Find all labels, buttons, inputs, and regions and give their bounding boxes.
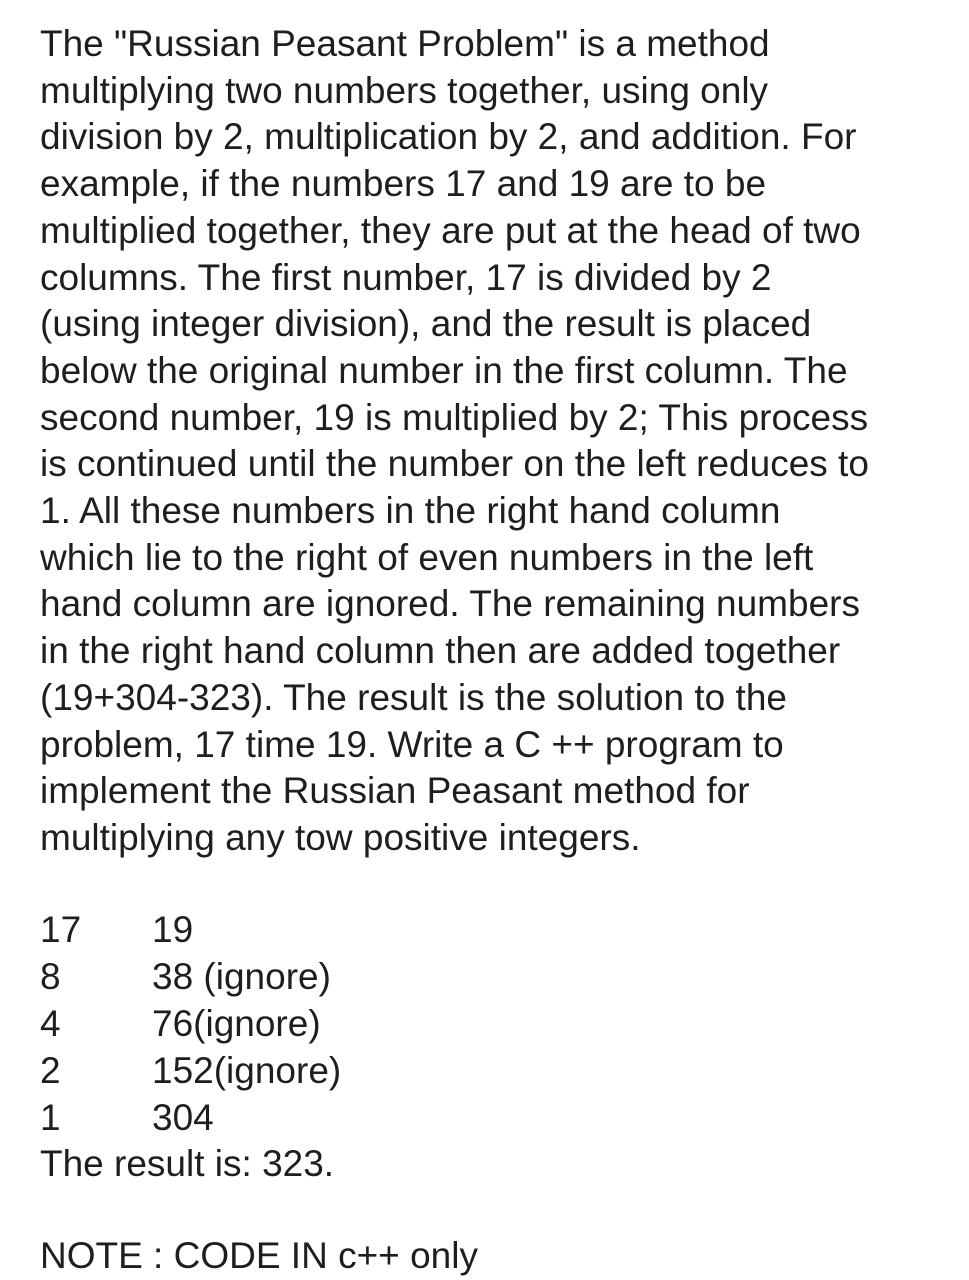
table-row bbox=[40, 1000, 640, 1047]
problem-line: multiplying any tow positive integers. bbox=[40, 816, 641, 858]
left-column-value: 2 bbox=[40, 1050, 61, 1091]
problem-line: multiplying two numbers together, using only bbox=[40, 69, 769, 111]
problem-line: hand column are ignored. The remaining numbers bbox=[40, 583, 860, 625]
problem-line: in the right hand column then are added together bbox=[40, 630, 841, 672]
table-row bbox=[40, 1094, 640, 1141]
table-row bbox=[40, 953, 640, 1000]
problem-line: is continued until the number on the left reduces to bbox=[40, 443, 869, 485]
table-row bbox=[40, 1047, 640, 1094]
left-column-value: 8 bbox=[40, 956, 61, 997]
right-column-value: 19 bbox=[152, 909, 194, 950]
problem-line: below the original number in the first column. The bbox=[40, 349, 848, 391]
problem-line: 1. All these numbers in the right hand column bbox=[40, 490, 781, 532]
problem-line: which lie to the right of even numbers in the left bbox=[40, 536, 814, 578]
right-column-value: 76(ignore) bbox=[152, 1003, 321, 1044]
right-column-value: 38 (ignore) bbox=[152, 956, 331, 997]
problem-line: example, if the numbers 17 and 19 are to be bbox=[40, 163, 767, 205]
problem-line: implement the Russian Peasant method for bbox=[40, 770, 750, 812]
example-table bbox=[40, 906, 640, 1141]
left-column-value: 4 bbox=[40, 1003, 61, 1044]
problem-line: second number, 19 is multiplied by 2; This process bbox=[40, 396, 869, 438]
problem-line: The "Russian Peasant Problem" is a method bbox=[40, 23, 770, 64]
problem-line: problem, 17 time 19. Write a C ++ program to bbox=[40, 723, 784, 765]
problem-line: division by 2, multiplication by 2, and addition. For bbox=[40, 116, 857, 158]
table-row bbox=[40, 906, 640, 953]
problem-line: (19+304-323). The result is the solution to the bbox=[40, 676, 787, 718]
right-column-value: 152(ignore) bbox=[152, 1050, 342, 1091]
result-line: The result is: 323. bbox=[40, 1143, 335, 1184]
problem-line: multiplied together, they are put at the head of two bbox=[40, 209, 861, 251]
left-column-value: 1 bbox=[40, 1097, 61, 1138]
left-column-value: 17 bbox=[40, 909, 82, 950]
note-line: NOTE : CODE IN c++ only bbox=[40, 1235, 478, 1276]
right-column-value: 304 bbox=[152, 1097, 214, 1138]
problem-statement bbox=[40, 21, 940, 862]
problem-line: columns. The first number, 17 is divided by 2 bbox=[40, 256, 772, 298]
problem-line: (using integer division), and the result is placed bbox=[40, 303, 812, 345]
